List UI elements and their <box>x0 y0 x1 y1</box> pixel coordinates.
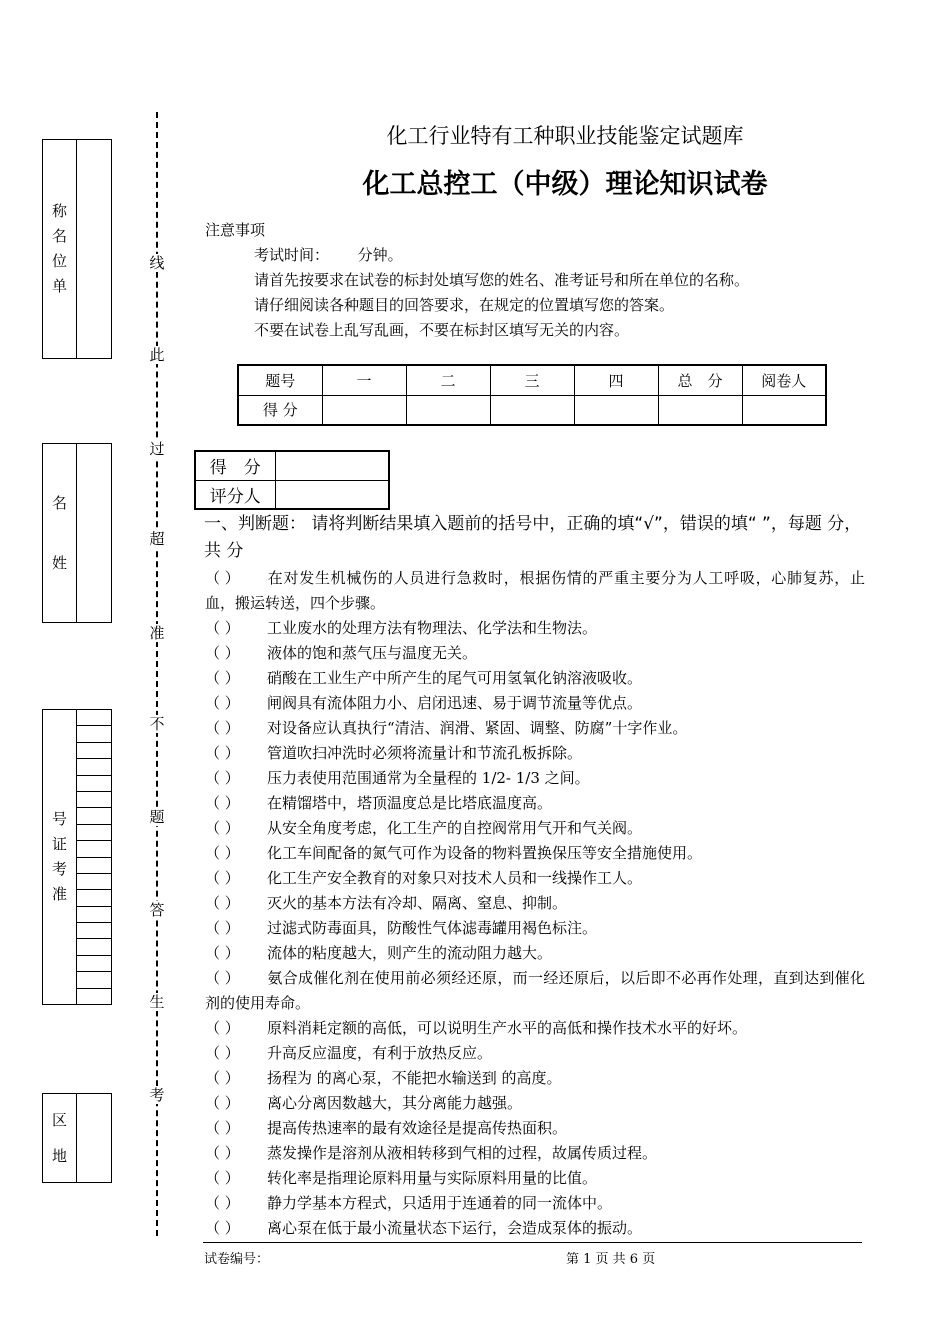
question-item <box>205 616 865 641</box>
page-indicator: 第 1 页 共 6 页 <box>566 1252 656 1267</box>
grader-table <box>194 450 390 510</box>
binding-char: 区 <box>51 1111 67 1129</box>
binding-char: 单 <box>51 277 67 295</box>
exam-id-digit-cell[interactable] <box>77 923 111 939</box>
question-item <box>205 816 865 841</box>
answer-parentheses[interactable]: （ ） <box>205 969 240 987</box>
notice-item: 请首先按要求在试卷的标封处填写您的姓名、准考证号和所在单位的名称。 <box>254 271 750 289</box>
notice-item: 请仔细阅读各种题目的回答要求，在规定的位置填写您的答案。 <box>254 296 675 314</box>
answer-parentheses[interactable]: （ ） <box>205 569 240 587</box>
exam-id-box <box>42 709 112 1005</box>
score-header-cell: 阅卷人 <box>742 365 826 395</box>
binding-char: 地 <box>51 1147 67 1165</box>
question-item <box>205 891 865 916</box>
answer-parentheses[interactable]: （ ） <box>205 769 240 787</box>
notice-item: 不要在试卷上乱写乱画，不要在标封区填写无关的内容。 <box>254 321 630 339</box>
exam-id-digit-cell[interactable] <box>77 972 111 988</box>
exam-id-digit-cell[interactable] <box>77 710 111 726</box>
question-text: 闸阀具有流体阻力小、启闭迅速、易于调节流量等优点。 <box>267 694 643 712</box>
question-text: 化工车间配备的氮气可作为设备的物料置换保压等安全措施使用。 <box>267 844 703 862</box>
exam-id-digit-cell[interactable] <box>77 874 111 890</box>
question-text: 离心分离因数越大，其分离能力越强。 <box>267 1094 523 1112</box>
score-table <box>237 364 827 426</box>
question-item <box>205 716 865 741</box>
binding-char: 准 <box>51 885 67 903</box>
footer-rule <box>203 1242 862 1243</box>
binding-dashed-line <box>156 112 158 1236</box>
exam-id-digit-cell[interactable] <box>77 907 111 923</box>
region-box <box>42 1093 112 1183</box>
question-text: 化工生产安全教育的对象只对技术人员和一线操作工人。 <box>267 869 643 887</box>
binding-dash-char: 超 <box>149 530 165 548</box>
grader-cell[interactable] <box>275 480 389 509</box>
question-text: 离心泵在低于最小流量状态下运行，会造成泵体的振动。 <box>267 1219 643 1237</box>
question-text: 对设备应认真执行“清洁、润滑、紧固、调整、防腐”十字作业。 <box>267 719 688 737</box>
binding-char: 证 <box>51 835 67 853</box>
score-cell[interactable] <box>490 395 574 425</box>
score-header-cell: 一 <box>322 365 406 395</box>
question-item <box>205 1191 865 1216</box>
question-text: 硝酸在工业生产中所产生的尾气可用氢氧化钠溶液吸收。 <box>267 669 643 687</box>
score-cell[interactable] <box>322 395 406 425</box>
question-text: 提高传热速率的最有效途径是提高传热面积。 <box>267 1119 568 1137</box>
answer-parentheses[interactable]: （ ） <box>205 619 240 637</box>
answer-parentheses[interactable]: （ ） <box>205 919 240 937</box>
answer-parentheses[interactable]: （ ） <box>205 1069 240 1087</box>
name-box <box>42 443 112 623</box>
unit-label <box>43 140 77 358</box>
question-text: 流体的粘度越大，则产生的流动阻力越大。 <box>267 944 553 962</box>
paper-number-label: 试卷编号： <box>204 1252 270 1267</box>
answer-parentheses[interactable]: （ ） <box>205 1119 240 1137</box>
question-item <box>205 691 865 716</box>
question-item <box>205 1016 865 1041</box>
question-item <box>205 841 865 866</box>
binding-dash-char: 过 <box>149 440 165 458</box>
answer-parentheses[interactable]: （ ） <box>205 869 240 887</box>
question-item <box>205 941 865 966</box>
question-text: 工业废水的处理方法有物理法、化学法和生物法。 <box>267 619 598 637</box>
question-item <box>205 566 865 616</box>
answer-parentheses[interactable]: （ ） <box>205 1044 240 1062</box>
answer-parentheses[interactable]: （ ） <box>205 719 240 737</box>
binding-dash-char: 考 <box>149 1086 165 1104</box>
question-item <box>205 766 865 791</box>
question-item <box>205 866 865 891</box>
question-text: 液体的饱和蒸气压与温度无关。 <box>267 644 478 662</box>
exam-id-digit-cell[interactable] <box>77 939 111 955</box>
answer-parentheses[interactable]: （ ） <box>205 1194 240 1212</box>
question-item <box>205 1066 865 1091</box>
question-text: 氨合成催化剂在使用前必须经还原，而一经还原后，以后即不必再作处理，直到达到催化剂的使用寿命。 <box>205 969 865 1012</box>
question-text: 在精馏塔中，塔顶温度总是比塔底温度高。 <box>267 794 553 812</box>
score-header-cell: 题号 <box>238 365 322 395</box>
answer-parentheses[interactable]: （ ） <box>205 744 240 762</box>
binding-char: 号 <box>51 810 67 828</box>
binding-char: 名 <box>51 494 67 512</box>
section-title: 一、判断题： 请将判断结果填入题前的括号中，正确的填“√”，错误的填“ ”，每题 分，共 分 <box>204 514 862 561</box>
question-text: 在对发生机械伤的人员进行急救时，根据伤情的严重主要分为人工呼吸，心肺复苏，止血，搬运转送，四个步骤。 <box>205 569 865 612</box>
score-header-cell: 二 <box>406 365 490 395</box>
binding-dash-char: 答 <box>149 901 165 919</box>
binding-dash-char: 题 <box>149 808 165 826</box>
score-header-cell: 总 分 <box>658 365 742 395</box>
answer-parentheses[interactable]: （ ） <box>205 894 240 912</box>
question-text: 灭火的基本方法有冷却、隔离、窒息、抑制。 <box>267 894 568 912</box>
score-cell[interactable] <box>742 395 826 425</box>
question-text: 原料消耗定额的高低，可以说明生产水平的高低和操作技术水平的好坏。 <box>267 1019 748 1037</box>
question-item <box>205 1166 865 1191</box>
score-header-cell: 四 <box>574 365 658 395</box>
score-cell[interactable] <box>574 395 658 425</box>
bank-title: 化工行业特有工种职业技能鉴定试题库 <box>386 124 744 148</box>
exam-id-grid <box>77 710 111 1004</box>
question-item <box>205 916 865 941</box>
region-label <box>43 1094 77 1182</box>
name-label <box>43 444 77 622</box>
notice-heading: 注意事项 <box>205 221 266 239</box>
score-table-score-row <box>238 395 826 425</box>
question-text: 升高反应温度，有利于放热反应。 <box>267 1044 493 1062</box>
answer-parentheses[interactable]: （ ） <box>205 819 240 837</box>
binding-char: 位 <box>51 252 67 270</box>
answer-parentheses[interactable]: （ ） <box>205 1144 240 1162</box>
exam-id-digit-cell[interactable] <box>77 858 111 874</box>
exam-id-digit-cell[interactable] <box>77 808 111 824</box>
binding-dash-char: 此 <box>149 346 165 364</box>
answer-parentheses[interactable]: （ ） <box>205 694 240 712</box>
binding-dash-char: 线 <box>149 254 165 272</box>
score-cell[interactable] <box>658 395 742 425</box>
exam-id-digit-cell[interactable] <box>77 776 111 792</box>
grader-label: 评分人 <box>195 480 275 509</box>
question-text: 过滤式防毒面具，防酸性气体滤毒罐用褐色标注。 <box>267 919 598 937</box>
exam-id-digit-cell[interactable] <box>77 759 111 775</box>
exam-id-digit-cell[interactable] <box>77 956 111 972</box>
question-item <box>205 966 865 1016</box>
binding-char: 姓 <box>51 554 67 572</box>
question-text: 压力表使用范围通常为全量程的 1/2- 1/3 之间。 <box>267 769 590 787</box>
question-text: 从安全角度考虑，化工生产的自控阀常用气开和气关阀。 <box>267 819 643 837</box>
question-item <box>205 1116 865 1141</box>
binding-char: 称 <box>51 202 67 220</box>
question-item <box>205 741 865 766</box>
question-item <box>205 666 865 691</box>
exam-id-label <box>43 710 77 1004</box>
exam-id-digit-cell[interactable] <box>77 792 111 808</box>
score-header-cell: 三 <box>490 365 574 395</box>
notice-item: 考试时间： 分钟。 <box>254 246 403 264</box>
section-score-label: 得 分 <box>195 451 275 480</box>
question-text: 转化率是指理论原料用量与实际原料用量的比值。 <box>267 1169 598 1187</box>
answer-parentheses[interactable]: （ ） <box>205 669 240 687</box>
exam-id-digit-cell[interactable] <box>77 726 111 742</box>
score-row-label: 得 分 <box>238 395 322 425</box>
answer-parentheses[interactable]: （ ） <box>205 794 240 812</box>
unit-box <box>42 139 112 359</box>
binding-char: 考 <box>51 860 67 878</box>
exam-id-digit-cell[interactable] <box>77 825 111 841</box>
binding-char: 名 <box>51 227 67 245</box>
question-item <box>205 641 865 666</box>
exam-id-digit-cell[interactable] <box>77 841 111 857</box>
question-text: 管道吹扫冲洗时必须将流量计和节流孔板拆除。 <box>267 744 583 762</box>
question-item <box>205 1216 865 1241</box>
answer-parentheses[interactable]: （ ） <box>205 944 240 962</box>
answer-parentheses[interactable]: （ ） <box>205 1169 240 1187</box>
binding-dash-char: 不 <box>149 715 165 733</box>
answer-parentheses[interactable]: （ ） <box>205 844 240 862</box>
answer-parentheses[interactable]: （ ） <box>205 1219 240 1237</box>
exam-title: 化工总控工（中级）理论知识试卷 <box>362 169 768 200</box>
answer-parentheses[interactable]: （ ） <box>205 644 240 662</box>
section-score-cell[interactable] <box>275 451 389 480</box>
question-item <box>205 1091 865 1116</box>
score-cell[interactable] <box>406 395 490 425</box>
score-table-header-row <box>238 365 826 395</box>
answer-parentheses[interactable]: （ ） <box>205 1019 240 1037</box>
answer-parentheses[interactable]: （ ） <box>205 1094 240 1112</box>
binding-dash-char: 生 <box>149 993 165 1011</box>
question-item <box>205 1041 865 1066</box>
exam-id-digit-cell[interactable] <box>77 743 111 759</box>
question-text: 蒸发操作是溶剂从液相转移到气相的过程，故属传质过程。 <box>267 1144 658 1162</box>
exam-id-digit-cell[interactable] <box>77 989 111 1004</box>
question-item <box>205 1141 865 1166</box>
question-item <box>205 791 865 816</box>
binding-dash-char: 准 <box>149 624 165 642</box>
question-text: 扬程为 的离心泵，不能把水输送到 的高度。 <box>267 1069 562 1087</box>
question-text: 静力学基本方程式，只适用于连通着的同一流体中。 <box>267 1194 613 1212</box>
exam-id-digit-cell[interactable] <box>77 890 111 906</box>
